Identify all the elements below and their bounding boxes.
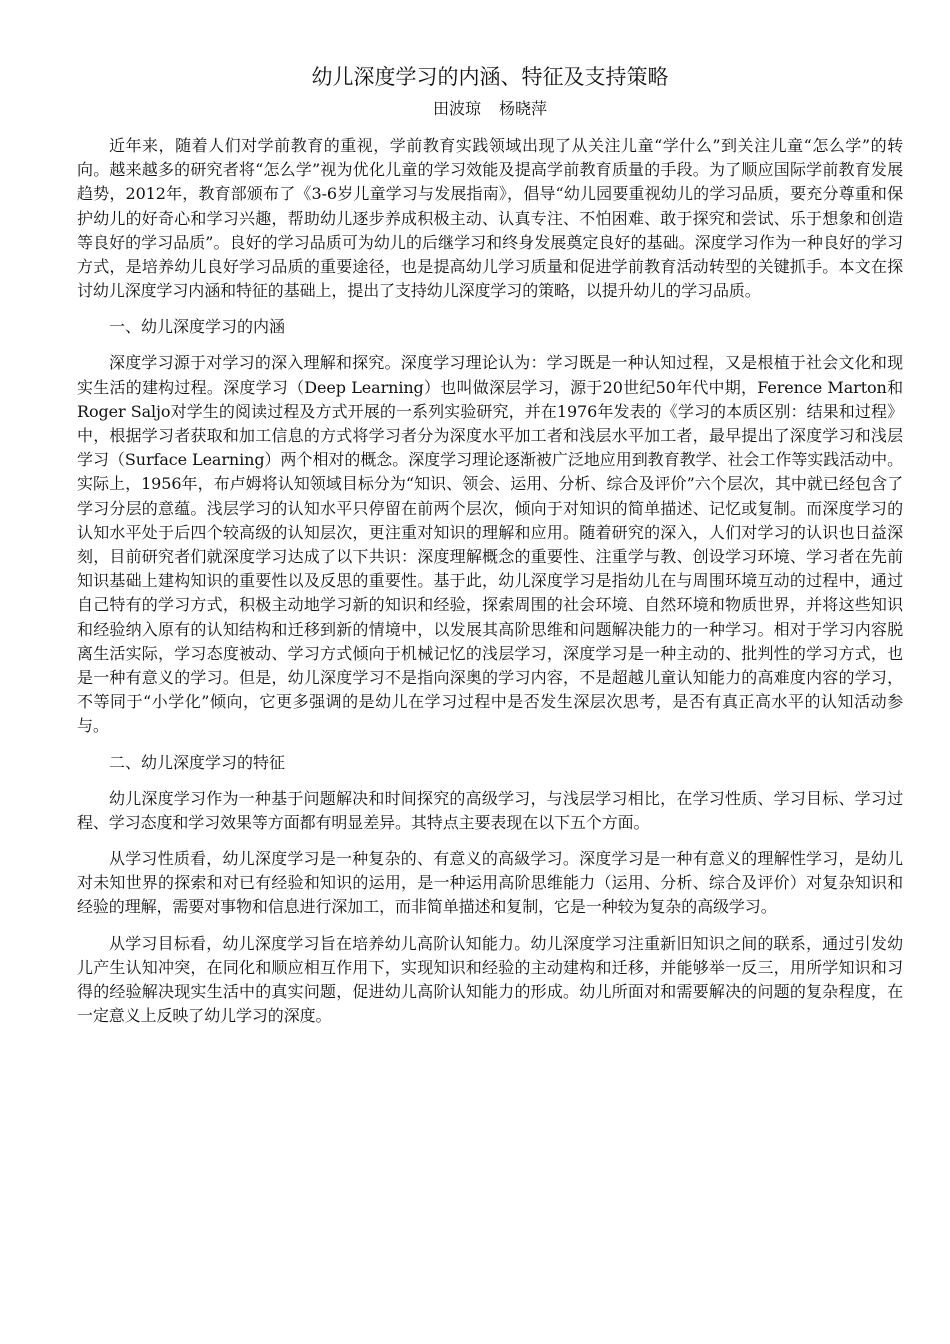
author-name: 田波琼 [432, 99, 481, 118]
body-paragraph-learning-goal: 从学习目标看，幼儿深度学习旨在培养幼儿高阶认知能力。幼儿深度学习注重新旧知识之间的联系，通过引发幼儿产生认知冲突，在同化和顺应相互作用下，实现知识和经验的主动建构和迁移，并能够举一反三，用所学知识和习得的经验解决现实生活中的真实问题，促进幼儿高阶认知能力的形成。幼儿所面对和需要解决的问题的复杂程度，在一定意义上反映了幼儿学习的深度。 [77, 933, 903, 1026]
body-paragraph-connotation: 深度学习源于对学习的深入理解和探究。深度学习理论认为：学习既是一种认知过程，又是根植于社会文化和现实生活的建构过程。深度学习（Deep Learning）也叫做深层学习，源于20世纪50年代中期，Ference Marton和Roger Saljo对学生的阅读过程及方式开展的一系列实验研究，并在1976年发表的《学习的本质区别：结果和过程》中，根据学习者获取和加工信息的方式将学习者分为深度水平加工者和浅层水平加工者，最早提出了深度学习和浅层学习（Surface Learning）两个相对的概念。深度学习理论逐渐被广泛地应用到教育教学、社会工作等实践活动中。实际上，1956年，布卢姆将认知领域目标分为“知识、领会、运用、分析、综合及评价”六个层次，其中就已经包含了学习分层的意蕴。浅层学习的认知水平只停留在前两个层次，倾向于对知识的简单描述、记忆或复制。而深度学习的认知水平处于后四个较高级的认知层次，更注重对知识的理解和应用。随着研究的深入，人们对学习的认识也日益深刻，目前研究者们就深度学习达成了以下共识：深度理解概念的重要性、注重学与教、创设学习环境、学习者在先前知识基础上建构知识的重要性以及反思的重要性。基于此，幼儿深度学习是指幼儿在与周围环境互动的过程中，通过自己特有的学习方式，积极主动地学习新的知识和经验，探索周围的社会环境、自然环境和物质世界，并将这些知识和经验纳入原有的认知结构和迁移到新的情境中，以发展其高阶思维和问题解决能力的一种学习。相对于学习内容脱离生活实际，学习态度被动、学习方式倾向于机械记忆的浅层学习，深度学习是一种主动的、批判性的学习方式，也是一种有意义的学习。但是，幼儿深度学习不是指向深奥的学习内容，不是超越儿童认知能力的高难度内容的学习，不等同于“小学化”倾向，它更多强调的是幼儿在学习过程中是否发生深层次思考，是否有真正高水平的认知活动参与。 [77, 353, 903, 736]
intro-paragraph: 近年来，随着人们对学前教育的重视，学前教育实践领域出现了从关注儿童“学什么”到关注儿童“怎么学”的转向。越来越多的研究者将“怎么学”视为优化儿童的学习效能及提高学前教育质量的手段。为了顺应国际学前教育发展趋势，2012年，教育部颁布了《3-6岁儿童学习与发展指南》，倡导“幼儿园要重视幼儿的学习品质，要充分尊重和保护幼儿的好奇心和学习兴趣，帮助幼儿逐步养成积极主动、认真专注、不怕困难、敢于探究和尝试、乐于想象和创造等良好的学习品质”。良好的学习品质可为幼儿的后继学习和终身发展奠定良好的基础。深度学习作为一种良好的学习方式，是培养幼儿良好学习品质的重要途径，也是提高幼儿学习质量和促进学前教育活动转型的关键抓手。本文在探讨幼儿深度学习内涵和特征的基础上，提出了支持幼儿深度学习的策略，以提升幼儿的学习品质。 [77, 136, 903, 301]
body-paragraph-learning-nature: 从学习性质看，幼儿深度学习是一种复杂的、有意义的高級学习。深度学习是一种有意义的理解性学习，是幼儿对未知世界的探索和对已有经验和知识的运用，是一种运用高阶思维能力（运用、分析、综合及评价）对复杂知识和经验的理解，需要对事物和信息进行深加工，而非简单描述和复制，它是一种较为复杂的高级学习。 [77, 849, 903, 917]
author-name: 杨晓萍 [499, 99, 548, 118]
document-page [77, 62, 903, 1029]
document-title: 幼儿深度学习的内涵、特征及支持策略 [311, 65, 669, 89]
author-line [77, 98, 903, 120]
section-heading-features: 二、幼儿深度学习的特征 [109, 752, 286, 772]
body-paragraph-features-overview: 幼儿深度学习作为一种基于问题解决和时间探究的高级学习，与浅层学习相比，在学习性质、学习目标、学习过程、学习态度和学习效果等方面都有明显差异。其特点主要表现在以下五个方面。 [77, 788, 903, 832]
section-heading-connotation: 一、幼儿深度学习的内涵 [109, 317, 286, 337]
